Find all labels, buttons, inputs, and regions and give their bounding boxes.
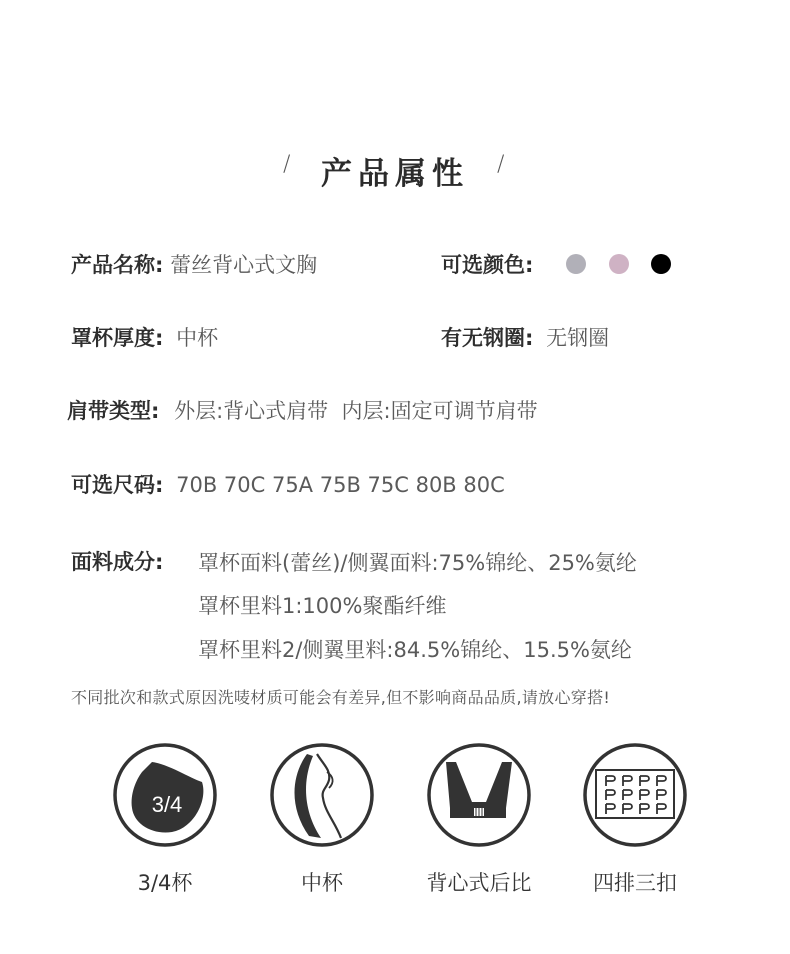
- attr-value: 70B 70C 75A 75B 75C 80B 80C: [176, 473, 505, 497]
- section-header: [0, 148, 790, 192]
- vest-back-icon: [426, 742, 532, 848]
- attr-sizes: [71, 468, 505, 502]
- section-title: 产品属性: [321, 156, 469, 192]
- color-swatch-pink[interactable]: [609, 254, 629, 274]
- color-swatch-black[interactable]: [651, 254, 671, 274]
- cup-ratio-text: 3/4: [151, 792, 183, 817]
- attr-label: 可选颜色:: [441, 253, 534, 277]
- feature-label: 3/4杯: [137, 871, 193, 895]
- attr-strap-type: [67, 394, 538, 428]
- medium-cup-icon: [269, 742, 375, 848]
- attr-label: 罩杯厚度:: [71, 326, 164, 350]
- attr-cup-thickness: [71, 321, 218, 355]
- feature-label: 背心式后比: [426, 871, 532, 895]
- feature-label: 四排三扣: [593, 871, 677, 895]
- attr-underwire: [441, 321, 609, 355]
- attr-label: 肩带类型:: [67, 399, 160, 423]
- attr-label: 有无钢圈:: [441, 326, 534, 350]
- title-slash-left: /: [283, 152, 291, 177]
- attr-composition-label: [71, 545, 163, 579]
- composition-line: 罩杯面料(蕾丝)/侧翼面料:75%锦纶、25%氨纶: [198, 551, 637, 575]
- color-swatch-gray[interactable]: [566, 254, 586, 274]
- attr-label: 面料成分:: [71, 550, 164, 574]
- title-slash-right: /: [497, 152, 505, 177]
- composition-line: 罩杯里料1:100%聚酯纤维: [198, 594, 447, 618]
- three-quarter-cup-icon: [112, 742, 218, 848]
- disclaimer-note: 不同批次和款式原因洗唛材质可能会有差异,但不影响商品品质,请放心穿搭!: [71, 688, 611, 707]
- feature-vest-back: [424, 742, 534, 898]
- feature-medium-cup: [267, 742, 377, 898]
- attr-label: 可选尺码:: [71, 473, 164, 497]
- four-row-three-hook-icon: [582, 742, 688, 848]
- feature-four-row-three-hook: [580, 742, 690, 898]
- feature-label: 中杯: [301, 871, 343, 895]
- attr-value: 外层:背心式肩带 内层:固定可调节肩带: [174, 399, 538, 423]
- attr-value: 中杯: [176, 326, 219, 350]
- attr-value: 无钢圈: [546, 326, 610, 350]
- feature-three-quarter-cup: [110, 742, 220, 898]
- attr-label: 产品名称:: [71, 253, 164, 277]
- composition-line: 罩杯里料2/侧翼里料:84.5%锦纶、15.5%氨纶: [198, 638, 632, 662]
- attr-colors: [441, 248, 687, 282]
- attr-value: 蕾丝背心式文胸: [170, 253, 318, 277]
- attr-product-name: [71, 248, 317, 282]
